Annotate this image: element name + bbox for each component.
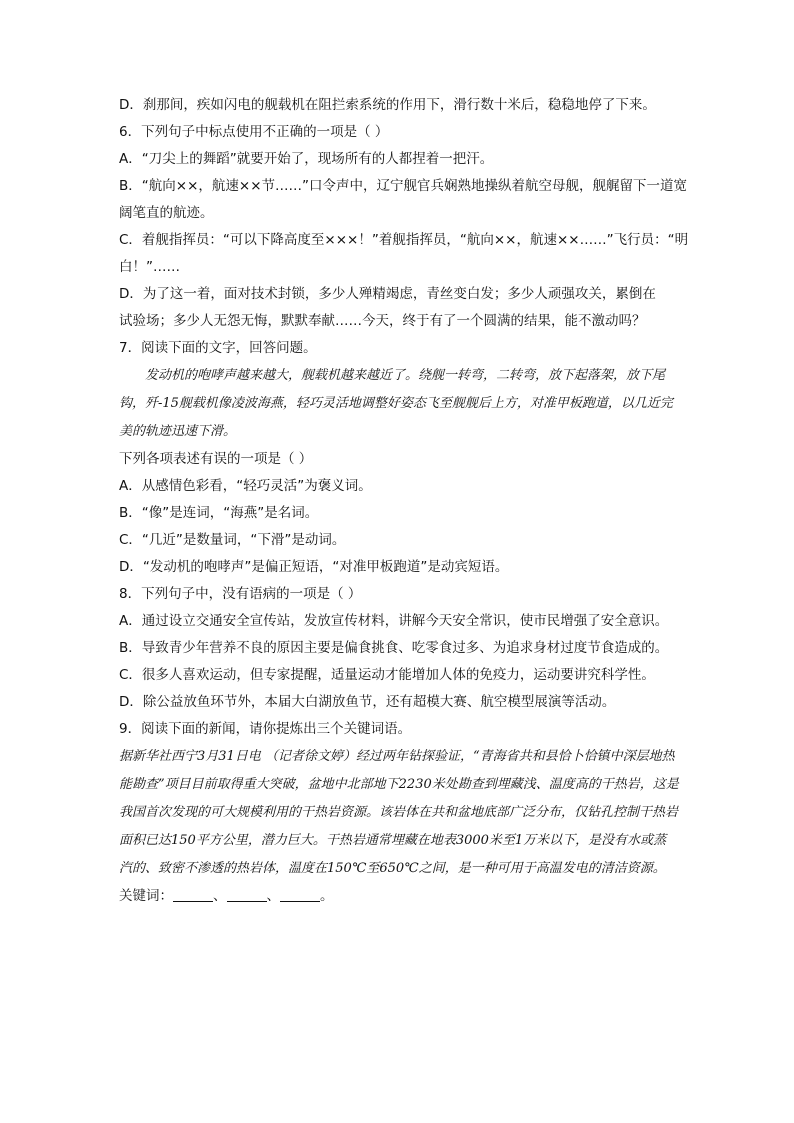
q6-option-c-line1: C．着舰指挥员：“可以下降高度至×××！”着舰指挥员，“航向××，航速××……”飞行员：“明	[119, 232, 689, 248]
keyword-separator-2: 、	[266, 888, 280, 904]
q8-option-d: D．除公益放鱼环节外，本届大白湖放鱼节，还有超模大赛、航空模型展演等活动。	[119, 694, 616, 710]
keyword-blank-2[interactable]	[227, 887, 267, 902]
keywords-label: 关键词：	[119, 888, 173, 904]
q8-option-a: A．通过设立交通安全宣传站，发放宣传材料，讲解今天安全常识，使市民增强了安全意识。	[119, 613, 669, 629]
q6-option-a: A．“刀尖上的舞蹈”就要开始了，现场所有的人都捏着一把汗。	[119, 151, 494, 167]
q7-option-c: C．“几近”是数量词，“下滑”是动词。	[119, 532, 346, 548]
q6-option-c-line2: 白！”……	[119, 259, 180, 275]
document-content	[119, 92, 689, 910]
keywords-end: 。	[320, 888, 334, 904]
q7-option-d: D．“发动机的咆哮声”是偏正短语，“对准甲板跑道”是动宾短语。	[119, 559, 509, 575]
q8-option-c: C．很多人喜欢运动，但专家提醒，适量运动才能增加人体的免疫力，运动要讲究科学性。	[119, 667, 655, 683]
q8-stem: 8．下列句子中，没有语病的一项是（ ）	[119, 586, 362, 602]
q6-option-d-line2: 试验场；多少人无怨无悔，默默奉献……今天，终于有了一个圆满的结果，能不激动吗？	[119, 313, 646, 329]
q7-passage: 发动机的咆哮声越来越大，舰载机越来越近了。绕舰一转弯，二转弯，放下起落架，放下尾钩，歼-15舰载机像凌波海燕，轻巧灵活地调整好姿态飞至舰舰后上方，对准甲板跑道，以几近完美的轨迹迅速下滑。	[119, 368, 673, 439]
keyword-blank-3[interactable]	[280, 887, 320, 902]
q6-option-b-line2: 阔笔直的航迹。	[119, 205, 214, 221]
q6-option-d-line1: D．为了这一着，面对技术封锁，多少人殚精竭虑，青丝变白发；多少人顽强攻关，累倒在	[119, 286, 656, 302]
q9-news: 据新华社西宁3月31日电 （记者徐文婷）经过两年钻探验证，“青海省共和县恰卜恰镇中深层地热能勘查”项目目前取得重大突破，盆地中北部地下2230米处勘查到埋藏浅、温度高的干热岩，这是我国首次发现的可大规模利用的干热岩资源。该岩体在共和盆地底部广泛分布，仅钻孔控制干热岩面积已达150平方公里，潜力巨大。干热岩通常埋藏在地表3000米至1万米以下，是没有水或蒸汽的、致密不渗透的热岩体，温度在150℃至650℃之间，是一种可用于高温发电的清洁资源。	[119, 749, 679, 876]
q7-stem: 7．阅读下面的文字，回答问题。	[119, 340, 317, 356]
q7-option-b: B．“像”是连词，“海燕”是名词。	[119, 505, 319, 521]
keyword-separator-1: 、	[213, 888, 227, 904]
q5-option-d: D．刹那间，疾如闪电的舰载机在阻拦索系统的作用下，滑行数十米后，稳稳地停了下来。	[119, 97, 656, 113]
q6-stem: 6．下列句子中标点使用不正确的一项是（ ）	[119, 124, 389, 140]
q8-option-b: B．导致青少年营养不良的原因主要是偏食挑食、吃零食过多、为追求身材过度节食造成的。	[119, 640, 669, 656]
q7-option-a: A．从感情色彩看，“轻巧灵活”为褒义词。	[119, 478, 372, 494]
q9-stem: 9．阅读下面的新闻，请你提炼出三个关键词语。	[119, 721, 412, 737]
q6-option-b-line1: B．“航向××，航速××节……”口令声中，辽宁舰官兵娴熟地操纵着航空母舰，舰艉留下一道宽	[119, 178, 687, 194]
q9-keywords	[119, 883, 679, 910]
keyword-blank-1[interactable]	[173, 887, 213, 902]
q7-question: 下列各项表述有误的一项是（ ）	[119, 451, 313, 467]
